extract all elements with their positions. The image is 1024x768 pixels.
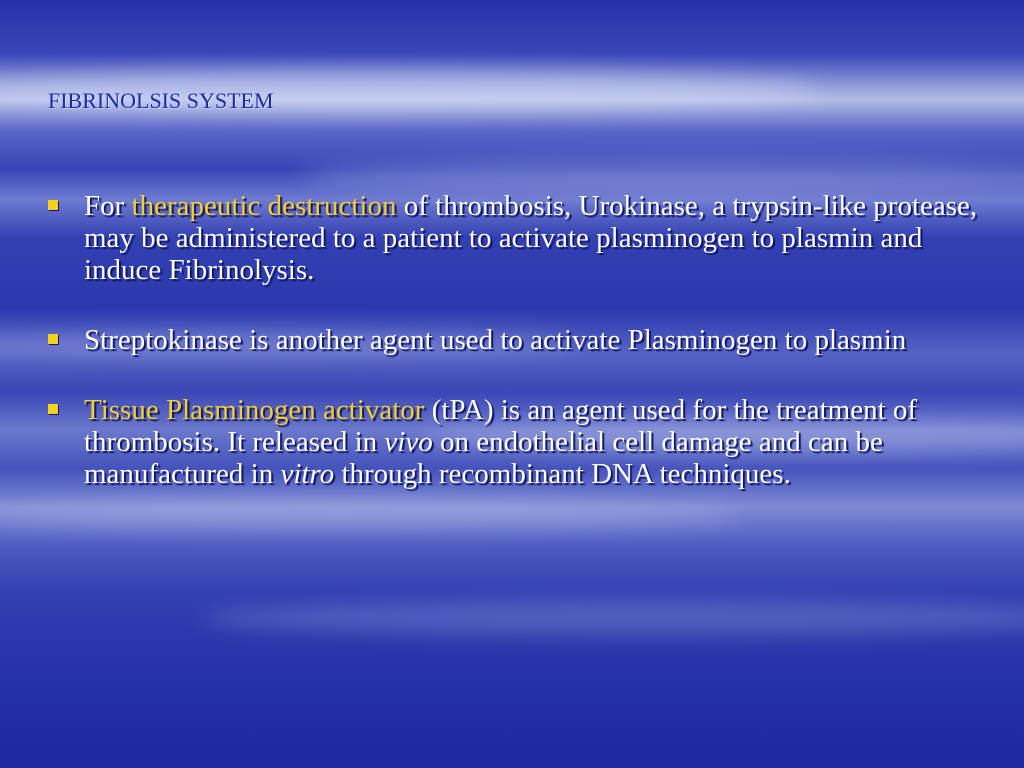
italic-text: vivo [384,426,433,458]
square-bullet-icon [48,200,58,210]
bullet-item [44,190,984,286]
bullet-text: For [84,190,132,222]
italic-text: vitro [280,458,335,490]
slide-title: FIBRINOLSIS SYSTEM [48,88,274,113]
bullet-text: through recombinant DNA techniques. [334,458,791,490]
bullet-text: (tPA) is an agent used for the treatment of thrombosis. It released in [84,394,918,458]
bullet-list [44,190,984,528]
bullet-text: on endothelial cell damage and can be manufactured in [84,426,883,490]
cloud-streak [300,160,1024,190]
square-bullet-icon [48,404,58,414]
bullet-item [44,324,984,356]
bullet-item [44,394,984,490]
cloud-streak [200,600,1024,636]
highlight-text: Tissue Plasminogen activator [84,394,425,426]
square-bullet-icon [48,334,58,344]
bullet-text: of thrombosis, Urokinase, a trypsin-like protease, may be administered to a patient to activate plasminogen to plasmin and induce Fibrinolysis. [84,190,978,286]
highlight-text: therapeutic destruction [131,190,397,222]
bullet-text: Streptokinase is another agent used to activate Plasminogen to plasmin [84,324,907,356]
